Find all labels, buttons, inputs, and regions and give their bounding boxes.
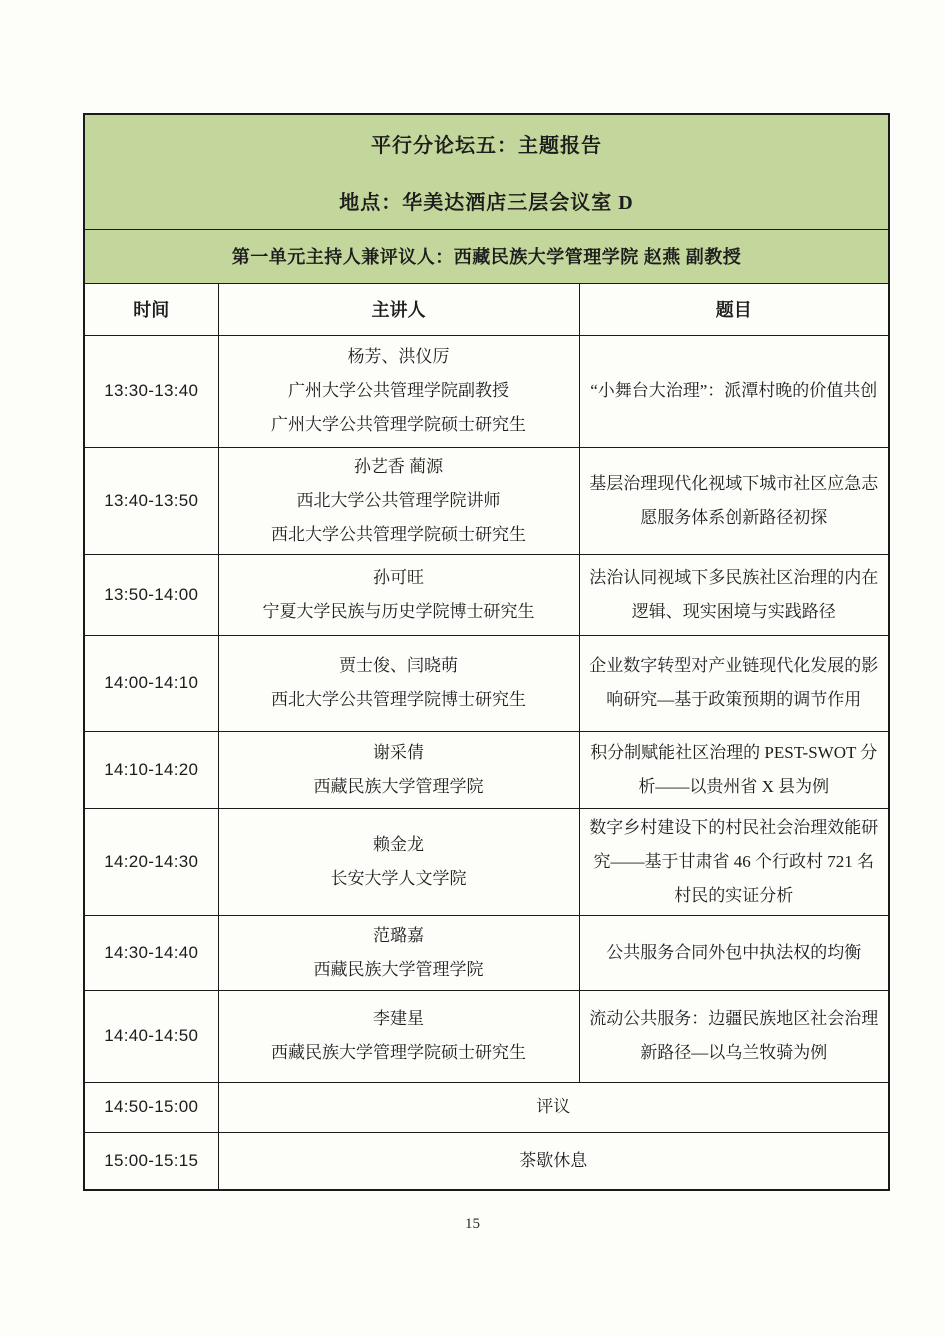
title-cell: 企业数字转型对产业链现代化发展的影响研究—基于政策预期的调节作用	[579, 635, 889, 731]
speaker-affiliation: 广州大学公共管理学院副教授	[288, 381, 509, 400]
time-cell: 14:20-14:30	[84, 808, 218, 915]
table-row-discussion	[84, 1082, 889, 1132]
forum-location: 地点：华美达酒店三层会议室 D	[339, 191, 634, 214]
table-row	[84, 990, 889, 1082]
speaker-name: 贾士俊、闫晓萌	[339, 656, 458, 675]
forum-header	[85, 115, 888, 229]
speaker-name: 孙艺香 蔺源	[353, 456, 444, 476]
page-number: 15	[465, 1216, 480, 1232]
title-cell: 公共服务合同外包中执法权的均衡	[579, 915, 889, 990]
speaker-cell	[218, 915, 579, 990]
speaker-affiliation: 西藏民族大学管理学院	[313, 959, 484, 979]
speaker-cell	[218, 808, 579, 915]
forum-header-cell	[84, 114, 889, 229]
speaker-name: 李建星	[373, 1009, 424, 1028]
col-header-title: 题目	[579, 283, 889, 335]
speaker-cell	[218, 335, 579, 447]
speaker-affiliation: 西藏民族大学管理学院硕士研究生	[271, 1043, 526, 1062]
speaker-cell	[218, 554, 579, 635]
time-cell: 13:30-13:40	[84, 335, 218, 447]
speaker-affiliation: 宁夏大学民族与历史学院博士研究生	[262, 601, 535, 621]
table-row	[84, 731, 889, 808]
time-cell: 13:40-13:50	[84, 447, 218, 554]
tea-break-cell: 茶歇休息	[218, 1132, 889, 1190]
speaker-affiliation: 西北大学公共管理学院讲师	[296, 490, 501, 510]
table-row	[84, 554, 889, 635]
col-header-time: 时间	[84, 283, 218, 335]
table-row	[84, 447, 889, 554]
title-cell: 流动公共服务：边疆民族地区社会治理新路径—以乌兰牧骑为例	[579, 990, 889, 1082]
title-cell: 法治认同视域下多民族社区治理的内在逻辑、现实困境与实践路径	[579, 554, 889, 635]
time-cell: 14:30-14:40	[84, 915, 218, 990]
table-row	[84, 335, 889, 447]
table-row	[84, 808, 889, 915]
table-row	[84, 915, 889, 990]
speaker-name: 赖金龙	[373, 834, 424, 854]
speaker-cell	[218, 990, 579, 1082]
speaker-cell	[218, 447, 579, 554]
speaker-affiliation: 长安大学人文学院	[330, 868, 467, 888]
title-cell: 积分制赋能社区治理的 PEST-SWOT 分析——以贵州省 X 县为例	[579, 731, 889, 808]
speaker-name: 谢采倩	[373, 742, 424, 762]
speaker-cell	[218, 635, 579, 731]
forum-header-row	[84, 114, 889, 229]
table-row-tea-break	[84, 1132, 889, 1190]
speaker-name: 孙可旺	[373, 567, 424, 587]
time-cell: 14:00-14:10	[84, 635, 218, 731]
time-cell: 14:40-14:50	[84, 990, 218, 1082]
column-header-row	[84, 283, 889, 335]
session-header-row	[84, 229, 889, 283]
speaker-name: 范璐嘉	[373, 925, 424, 945]
speaker-affiliation: 西北大学公共管理学院博士研究生	[271, 690, 526, 709]
time-cell: 14:10-14:20	[84, 731, 218, 808]
speaker-affiliation: 广州大学公共管理学院硕士研究生	[271, 415, 526, 434]
time-cell: 14:50-15:00	[84, 1082, 218, 1132]
title-cell: “小舞台大治理”：派潭村晚的价值共创	[579, 335, 889, 447]
speaker-cell	[218, 731, 579, 808]
col-header-speaker: 主讲人	[218, 283, 579, 335]
speaker-name: 杨芳、洪仪厉	[347, 347, 450, 366]
title-cell: 基层治理现代化视域下城市社区应急志愿服务体系创新路径初探	[579, 447, 889, 554]
speaker-affiliation: 西北大学公共管理学院硕士研究生	[271, 524, 526, 544]
title-cell: 数字乡村建设下的村民社会治理效能研究——基于甘肃省 46 个行政村 721 名村民的实证分析	[579, 808, 889, 915]
forum-title: 平行分论坛五：主题报告	[371, 134, 602, 157]
table-row	[84, 635, 889, 731]
time-cell: 15:00-15:15	[84, 1132, 218, 1190]
time-cell: 13:50-14:00	[84, 554, 218, 635]
speaker-affiliation: 西藏民族大学管理学院	[313, 776, 484, 796]
discussion-cell: 评议	[218, 1082, 889, 1132]
program-table	[83, 113, 890, 1191]
session-header: 第一单元主持人兼评议人：西藏民族大学管理学院 赵燕 副教授	[84, 229, 889, 283]
